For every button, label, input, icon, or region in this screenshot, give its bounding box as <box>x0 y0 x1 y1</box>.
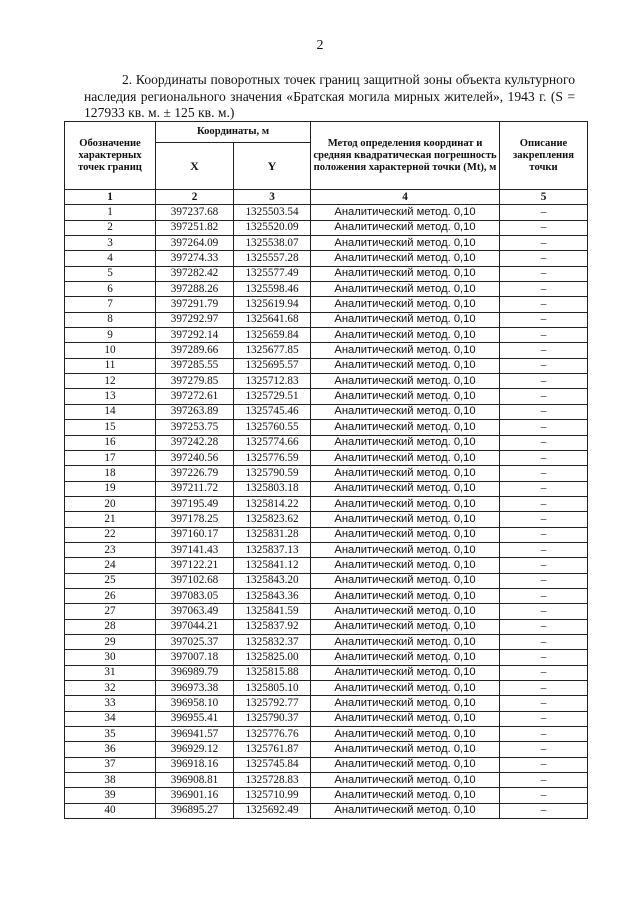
description-cell: – <box>500 619 588 634</box>
x-coordinate-cell: 397226.79 <box>156 466 234 481</box>
y-coordinate-cell: 1325815.88 <box>234 665 311 680</box>
description-cell: – <box>500 512 588 527</box>
description-cell: – <box>500 466 588 481</box>
y-coordinate-cell: 1325503.54 <box>234 205 311 220</box>
point-number-cell: 6 <box>65 282 156 297</box>
y-coordinate-cell: 1325776.76 <box>234 727 311 742</box>
description-cell: – <box>500 266 588 281</box>
y-coordinate-cell: 1325792.77 <box>234 696 311 711</box>
x-coordinate-cell: 397211.72 <box>156 481 234 496</box>
x-coordinate-cell: 397044.21 <box>156 619 234 634</box>
x-coordinate-cell: 396918.16 <box>156 757 234 772</box>
y-coordinate-cell: 1325728.83 <box>234 773 311 788</box>
y-coordinate-cell: 1325695.57 <box>234 358 311 373</box>
method-cell: Аналитический метод. 0,10 <box>311 343 500 358</box>
method-cell: Аналитический метод. 0,10 <box>311 297 500 312</box>
table-row <box>65 420 588 435</box>
section-heading <box>84 72 575 122</box>
table-row <box>65 328 588 343</box>
y-coordinate-cell: 1325837.92 <box>234 619 311 634</box>
point-number-cell: 32 <box>65 681 156 696</box>
y-coordinate-cell: 1325577.49 <box>234 266 311 281</box>
method-cell: Аналитический метод. 0,10 <box>311 634 500 649</box>
y-coordinate-cell: 1325825.00 <box>234 650 311 665</box>
y-coordinate-cell: 1325776.59 <box>234 450 311 465</box>
column-number: 5 <box>500 190 588 205</box>
point-number-cell: 37 <box>65 757 156 772</box>
x-coordinate-cell: 397237.68 <box>156 205 234 220</box>
description-cell: – <box>500 788 588 803</box>
point-number-cell: 28 <box>65 619 156 634</box>
x-coordinate-cell: 397063.49 <box>156 604 234 619</box>
y-coordinate-cell: 1325520.09 <box>234 220 311 235</box>
table-row <box>65 266 588 281</box>
description-cell: – <box>500 435 588 450</box>
x-coordinate-cell: 396908.81 <box>156 773 234 788</box>
description-cell: – <box>500 205 588 220</box>
y-coordinate-cell: 1325841.59 <box>234 604 311 619</box>
table-row <box>65 297 588 312</box>
table-row <box>65 220 588 235</box>
y-coordinate-cell: 1325774.66 <box>234 435 311 450</box>
description-cell: – <box>500 450 588 465</box>
table-row <box>65 343 588 358</box>
point-number-cell: 25 <box>65 573 156 588</box>
x-coordinate-cell: 396958.10 <box>156 696 234 711</box>
method-cell: Аналитический метод. 0,10 <box>311 542 500 557</box>
y-coordinate-cell: 1325803.18 <box>234 481 311 496</box>
point-number-cell: 39 <box>65 788 156 803</box>
y-coordinate-cell: 1325805.10 <box>234 681 311 696</box>
table-row <box>65 558 588 573</box>
x-coordinate-cell: 397264.09 <box>156 236 234 251</box>
y-coordinate-cell: 1325712.83 <box>234 374 311 389</box>
x-coordinate-cell: 396895.27 <box>156 803 234 818</box>
x-coordinate-cell: 397242.28 <box>156 435 234 450</box>
description-cell: – <box>500 681 588 696</box>
description-cell: – <box>500 282 588 297</box>
method-cell: Аналитический метод. 0,10 <box>311 328 500 343</box>
point-number-cell: 24 <box>65 558 156 573</box>
description-cell: – <box>500 665 588 680</box>
description-cell: – <box>500 481 588 496</box>
point-number-cell: 3 <box>65 236 156 251</box>
x-coordinate-cell: 397240.56 <box>156 450 234 465</box>
x-coordinate-cell: 396989.79 <box>156 665 234 680</box>
method-cell: Аналитический метод. 0,10 <box>311 757 500 772</box>
method-cell: Аналитический метод. 0,10 <box>311 496 500 511</box>
y-coordinate-cell: 1325729.51 <box>234 389 311 404</box>
description-cell: – <box>500 803 588 818</box>
method-cell: Аналитический метод. 0,10 <box>311 650 500 665</box>
method-cell: Аналитический метод. 0,10 <box>311 466 500 481</box>
point-number-cell: 9 <box>65 328 156 343</box>
method-cell: Аналитический метод. 0,10 <box>311 727 500 742</box>
method-cell: Аналитический метод. 0,10 <box>311 558 500 573</box>
point-number-cell: 40 <box>65 803 156 818</box>
x-coordinate-cell: 397122.21 <box>156 558 234 573</box>
point-number-cell: 27 <box>65 604 156 619</box>
method-cell: Аналитический метод. 0,10 <box>311 420 500 435</box>
point-number-cell: 31 <box>65 665 156 680</box>
header-method: Метод определения координат и средняя квадратическая погрешность положения характерной точки (Mt), м <box>311 122 500 190</box>
table-row <box>65 512 588 527</box>
header-y: Y <box>234 143 311 190</box>
method-cell: Аналитический метод. 0,10 <box>311 435 500 450</box>
description-cell: – <box>500 374 588 389</box>
table-row <box>65 803 588 818</box>
method-cell: Аналитический метод. 0,10 <box>311 251 500 266</box>
x-coordinate-cell: 397195.49 <box>156 496 234 511</box>
point-number-cell: 36 <box>65 742 156 757</box>
method-cell: Аналитический метод. 0,10 <box>311 450 500 465</box>
point-number-cell: 29 <box>65 634 156 649</box>
point-number-cell: 21 <box>65 512 156 527</box>
y-coordinate-cell: 1325557.28 <box>234 251 311 266</box>
table-row <box>65 251 588 266</box>
table-row <box>65 496 588 511</box>
x-coordinate-cell: 397289.66 <box>156 343 234 358</box>
column-number-row <box>65 190 588 205</box>
column-number: 1 <box>65 190 156 205</box>
table-row <box>65 573 588 588</box>
point-number-cell: 7 <box>65 297 156 312</box>
x-coordinate-cell: 397025.37 <box>156 634 234 649</box>
table-row <box>65 681 588 696</box>
y-coordinate-cell: 1325710.99 <box>234 788 311 803</box>
y-coordinate-cell: 1325659.84 <box>234 328 311 343</box>
table-row <box>65 236 588 251</box>
table-row <box>65 374 588 389</box>
table-row <box>65 404 588 419</box>
method-cell: Аналитический метод. 0,10 <box>311 374 500 389</box>
method-cell: Аналитический метод. 0,10 <box>311 512 500 527</box>
x-coordinate-cell: 397083.05 <box>156 588 234 603</box>
x-coordinate-cell: 396973.38 <box>156 681 234 696</box>
point-number-cell: 33 <box>65 696 156 711</box>
point-number-cell: 17 <box>65 450 156 465</box>
page-number: 2 <box>316 38 324 53</box>
point-number-cell: 18 <box>65 466 156 481</box>
column-number: 2 <box>156 190 234 205</box>
point-number-cell: 5 <box>65 266 156 281</box>
point-number-cell: 4 <box>65 251 156 266</box>
x-coordinate-cell: 397178.25 <box>156 512 234 527</box>
description-cell: – <box>500 527 588 542</box>
point-number-cell: 15 <box>65 420 156 435</box>
description-cell: – <box>500 711 588 726</box>
description-cell: – <box>500 404 588 419</box>
method-cell: Аналитический метод. 0,10 <box>311 404 500 419</box>
description-cell: – <box>500 650 588 665</box>
method-cell: Аналитический метод. 0,10 <box>311 573 500 588</box>
y-coordinate-cell: 1325831.28 <box>234 527 311 542</box>
description-cell: – <box>500 757 588 772</box>
x-coordinate-cell: 397253.75 <box>156 420 234 435</box>
point-number-cell: 23 <box>65 542 156 557</box>
table-row <box>65 542 588 557</box>
table-row <box>65 711 588 726</box>
description-cell: – <box>500 328 588 343</box>
description-cell: – <box>500 742 588 757</box>
y-coordinate-cell: 1325538.07 <box>234 236 311 251</box>
table-row <box>65 773 588 788</box>
x-coordinate-cell: 397102.68 <box>156 573 234 588</box>
point-number-cell: 11 <box>65 358 156 373</box>
point-number-cell: 26 <box>65 588 156 603</box>
x-coordinate-cell: 397288.26 <box>156 282 234 297</box>
table-row <box>65 650 588 665</box>
x-coordinate-cell: 397291.79 <box>156 297 234 312</box>
point-number-cell: 1 <box>65 205 156 220</box>
description-cell: – <box>500 297 588 312</box>
table-row <box>65 742 588 757</box>
x-coordinate-cell: 397292.97 <box>156 312 234 327</box>
y-coordinate-cell: 1325619.94 <box>234 297 311 312</box>
description-cell: – <box>500 220 588 235</box>
table-row <box>65 435 588 450</box>
table-row <box>65 481 588 496</box>
description-cell: – <box>500 358 588 373</box>
y-coordinate-cell: 1325761.87 <box>234 742 311 757</box>
description-cell: – <box>500 389 588 404</box>
method-cell: Аналитический метод. 0,10 <box>311 220 500 235</box>
y-coordinate-cell: 1325841.12 <box>234 558 311 573</box>
heading-text: 2. Координаты поворотных точек границ защитной зоны объекта культурного наследия регионального значения «Братская могила мирных жителей», 1943 г. (S = 127933 кв. м. ± 125 кв. м.) <box>84 72 575 120</box>
method-cell: Аналитический метод. 0,10 <box>311 358 500 373</box>
method-cell: Аналитический метод. 0,10 <box>311 788 500 803</box>
table-row <box>65 450 588 465</box>
method-cell: Аналитический метод. 0,10 <box>311 236 500 251</box>
x-coordinate-cell: 396955.41 <box>156 711 234 726</box>
table-body <box>65 205 588 819</box>
method-cell: Аналитический метод. 0,10 <box>311 312 500 327</box>
point-number-cell: 20 <box>65 496 156 511</box>
x-coordinate-cell: 397251.82 <box>156 220 234 235</box>
table-row <box>65 588 588 603</box>
method-cell: Аналитический метод. 0,10 <box>311 742 500 757</box>
description-cell: – <box>500 558 588 573</box>
point-number-cell: 35 <box>65 727 156 742</box>
method-cell: Аналитический метод. 0,10 <box>311 282 500 297</box>
header-coordinates: Координаты, м <box>156 122 311 143</box>
y-coordinate-cell: 1325814.22 <box>234 496 311 511</box>
method-cell: Аналитический метод. 0,10 <box>311 696 500 711</box>
column-number: 3 <box>234 190 311 205</box>
method-cell: Аналитический метод. 0,10 <box>311 266 500 281</box>
y-coordinate-cell: 1325837.13 <box>234 542 311 557</box>
y-coordinate-cell: 1325843.36 <box>234 588 311 603</box>
x-coordinate-cell: 396901.16 <box>156 788 234 803</box>
y-coordinate-cell: 1325677.85 <box>234 343 311 358</box>
point-number-cell: 2 <box>65 220 156 235</box>
table-row <box>65 757 588 772</box>
table-row <box>65 634 588 649</box>
method-cell: Аналитический метод. 0,10 <box>311 604 500 619</box>
point-number-cell: 8 <box>65 312 156 327</box>
description-cell: – <box>500 542 588 557</box>
header-point: Обозначение характерных точек границ <box>65 122 156 190</box>
method-cell: Аналитический метод. 0,10 <box>311 389 500 404</box>
table-row <box>65 619 588 634</box>
x-coordinate-cell: 397160.17 <box>156 527 234 542</box>
table-row <box>65 727 588 742</box>
x-coordinate-cell: 397282.42 <box>156 266 234 281</box>
y-coordinate-cell: 1325832.37 <box>234 634 311 649</box>
table-header-row <box>65 122 588 143</box>
method-cell: Аналитический метод. 0,10 <box>311 681 500 696</box>
y-coordinate-cell: 1325598.46 <box>234 282 311 297</box>
table-row <box>65 205 588 220</box>
table-row <box>65 788 588 803</box>
table-row <box>65 696 588 711</box>
method-cell: Аналитический метод. 0,10 <box>311 773 500 788</box>
column-number: 4 <box>311 190 500 205</box>
point-number-cell: 13 <box>65 389 156 404</box>
table-row <box>65 665 588 680</box>
description-cell: – <box>500 588 588 603</box>
y-coordinate-cell: 1325641.68 <box>234 312 311 327</box>
table-row <box>65 389 588 404</box>
description-cell: – <box>500 573 588 588</box>
table-row <box>65 604 588 619</box>
method-cell: Аналитический метод. 0,10 <box>311 619 500 634</box>
y-coordinate-cell: 1325843.20 <box>234 573 311 588</box>
description-cell: – <box>500 343 588 358</box>
coordinates-table <box>64 121 588 819</box>
x-coordinate-cell: 397274.33 <box>156 251 234 266</box>
x-coordinate-cell: 397272.61 <box>156 389 234 404</box>
y-coordinate-cell: 1325745.84 <box>234 757 311 772</box>
point-number-cell: 19 <box>65 481 156 496</box>
method-cell: Аналитический метод. 0,10 <box>311 205 500 220</box>
description-cell: – <box>500 696 588 711</box>
description-cell: – <box>500 251 588 266</box>
header-x: X <box>156 143 234 190</box>
y-coordinate-cell: 1325760.55 <box>234 420 311 435</box>
y-coordinate-cell: 1325790.37 <box>234 711 311 726</box>
method-cell: Аналитический метод. 0,10 <box>311 481 500 496</box>
table-row <box>65 312 588 327</box>
description-cell: – <box>500 604 588 619</box>
point-number-cell: 38 <box>65 773 156 788</box>
method-cell: Аналитический метод. 0,10 <box>311 527 500 542</box>
method-cell: Аналитический метод. 0,10 <box>311 665 500 680</box>
description-cell: – <box>500 634 588 649</box>
method-cell: Аналитический метод. 0,10 <box>311 588 500 603</box>
x-coordinate-cell: 397263.89 <box>156 404 234 419</box>
point-number-cell: 30 <box>65 650 156 665</box>
point-number-cell: 10 <box>65 343 156 358</box>
header-description: Описание закрепления точки <box>500 122 588 190</box>
x-coordinate-cell: 397007.18 <box>156 650 234 665</box>
y-coordinate-cell: 1325745.46 <box>234 404 311 419</box>
description-cell: – <box>500 727 588 742</box>
point-number-cell: 34 <box>65 711 156 726</box>
description-cell: – <box>500 236 588 251</box>
method-cell: Аналитический метод. 0,10 <box>311 711 500 726</box>
y-coordinate-cell: 1325692.49 <box>234 803 311 818</box>
x-coordinate-cell: 396941.57 <box>156 727 234 742</box>
point-number-cell: 16 <box>65 435 156 450</box>
table-row <box>65 527 588 542</box>
x-coordinate-cell: 397292.14 <box>156 328 234 343</box>
table-row <box>65 358 588 373</box>
description-cell: – <box>500 773 588 788</box>
point-number-cell: 22 <box>65 527 156 542</box>
y-coordinate-cell: 1325790.59 <box>234 466 311 481</box>
x-coordinate-cell: 396929.12 <box>156 742 234 757</box>
y-coordinate-cell: 1325823.62 <box>234 512 311 527</box>
x-coordinate-cell: 397141.43 <box>156 542 234 557</box>
table-row <box>65 466 588 481</box>
x-coordinate-cell: 397279.85 <box>156 374 234 389</box>
point-number-cell: 14 <box>65 404 156 419</box>
point-number-cell: 12 <box>65 374 156 389</box>
description-cell: – <box>500 496 588 511</box>
description-cell: – <box>500 312 588 327</box>
x-coordinate-cell: 397285.55 <box>156 358 234 373</box>
method-cell: Аналитический метод. 0,10 <box>311 803 500 818</box>
description-cell: – <box>500 420 588 435</box>
table-row <box>65 282 588 297</box>
